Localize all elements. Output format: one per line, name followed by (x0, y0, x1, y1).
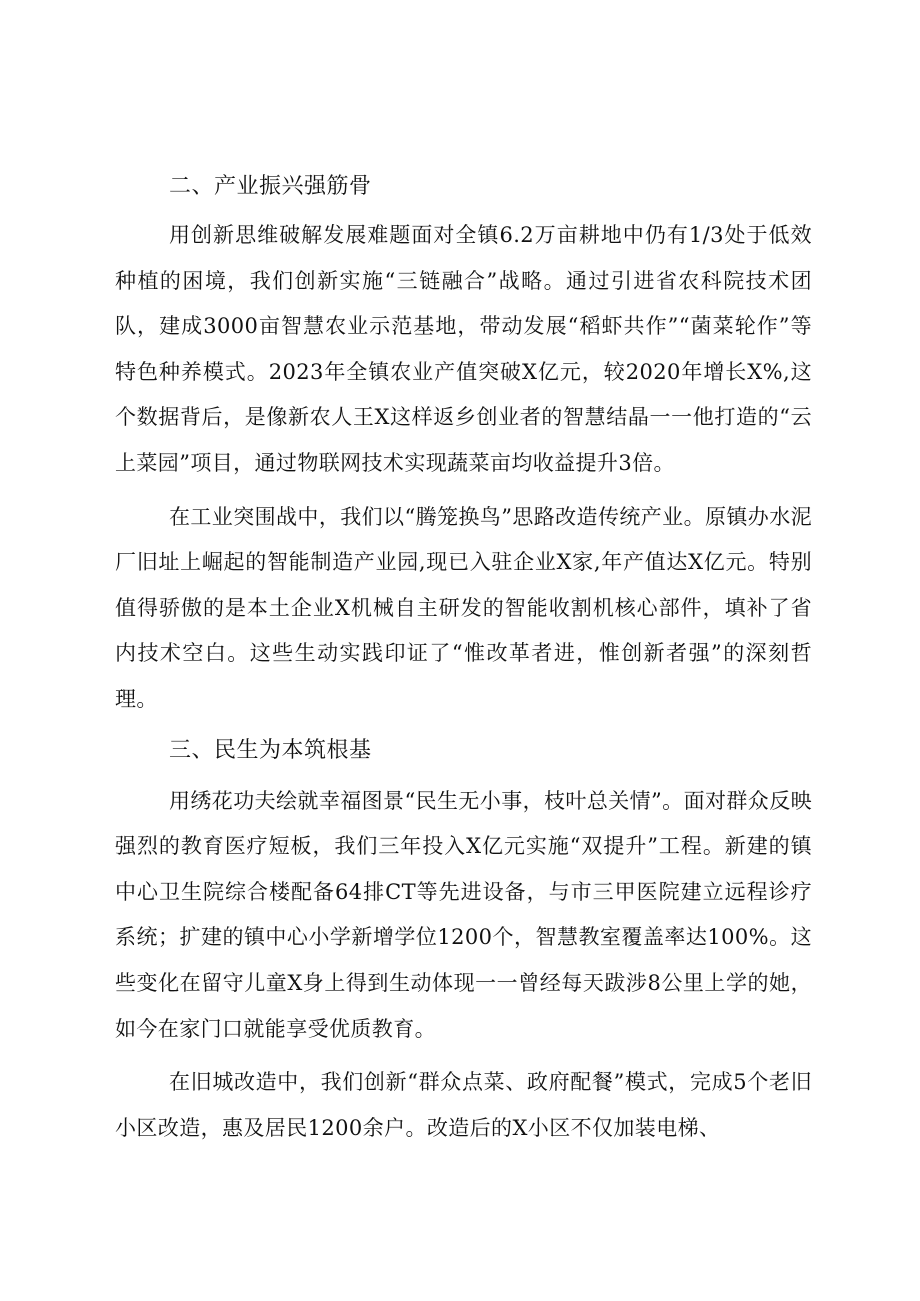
paragraph-old-town-renovation: 在旧城改造中，我们创新“群众点菜、政府配餐”模式，完成5个老旧小区改造，惠及居民1200余户。改造后的X小区不仅加装电梯、 (115, 1070, 812, 1140)
section-heading-industry: 二、产业振兴强筋骨 (169, 174, 372, 199)
paragraph-agriculture: 用创新思维破解发展难题面对全镇6.2万亩耕地中仍有1/3处于低效种植的困境，我们创新实施“三链融合”战略。通过引进省农科院技术团队，建成3000亩智慧农业示范基地，带动发展“稻虾共作”“菌菜轮作”等特色种养模式。2023年全镇农业产值突破X亿元，较2020年增长X%,这个数据背后，是像新农人王X这样返乡创业者的智慧结晶一一他打造的“云上菜园”项目，通过物联网技术实现蔬菜亩均收益提升3倍。 (115, 223, 812, 475)
section-heading-livelihood: 三、民生为本筑根基 (169, 737, 372, 763)
document-body (115, 164, 812, 1151)
paragraph-education-health: 用绣花功夫绘就幸福图景“民生无小事，枝叶总关情”。面对群众反映强烈的教育医疗短板，我们三年投入X亿元实施“双提升”工程。新建的镇中心卫生院综合楼配备64排CT等先进设备，与市三甲医院建立远程诊疗系统；扩建的镇中心小学新增学位1200个，智慧教室覆盖率达100%。这些变化在留守儿童X身上得到生动体现一一曾经每天跋涉8公里上学的她，如今在家门口就能享受优质教育。 (115, 788, 812, 1041)
paragraph-industry: 在工业突围战中，我们以“腾笼换鸟”思路改造传统产业。原镇办水泥厂旧址上崛起的智能制造产业园,现已入驻企业X家,年产值达X亿元。特别值得骄傲的是本土企业X机械自主研发的智能收割机核心部件，填补了省内技术空白。这些生动实践印证了“惟改革者进，惟创新者强”的深刻哲理。 (115, 504, 812, 711)
